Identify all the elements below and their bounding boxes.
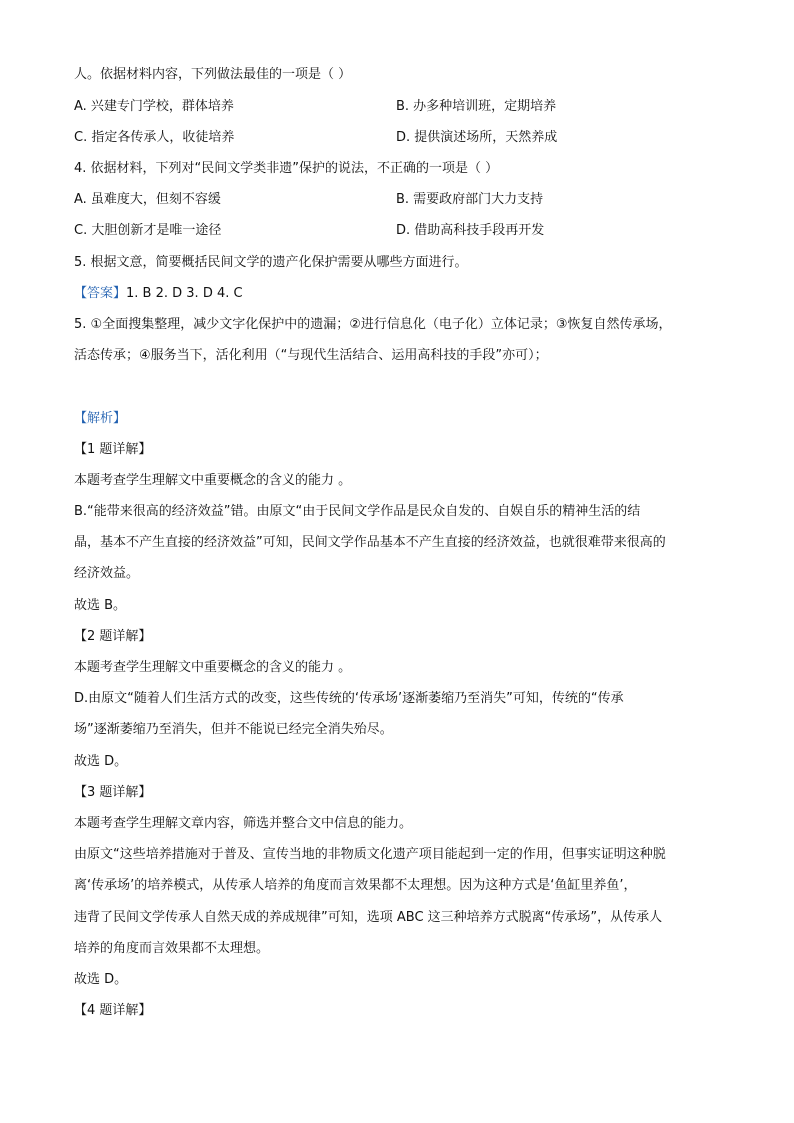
q4-option-d: D. 借助高科技手段再开发 <box>396 223 545 238</box>
detail-3-line-2: 由原文“这些培养措施对于普及、宣传当地的非物质文化遗产项目能起到一定的作用，但事实证明这种脱 <box>74 847 666 862</box>
q4-option-c: C. 大胆创新才是唯一途径 <box>74 223 222 238</box>
detail-4-heading: 【4 题详解】 <box>74 1003 152 1018</box>
q4-stem: 4. 依据材料，下列对“民间文学类非遗”保护的说法，不正确的一项是（ ） <box>74 161 499 176</box>
q3-option-d: D. 提供演述场所，天然养成 <box>396 130 558 145</box>
detail-2-line-1: 本题考查学生理解文中重要概念的含义的能力 。 <box>74 660 352 675</box>
answer-line <box>74 285 243 303</box>
detail-3-line-1: 本题考查学生理解文章内容，筛选并整合文中信息的能力。 <box>74 816 413 831</box>
q4-option-a: A. 虽难度大，但刻不容缓 <box>74 192 221 207</box>
detail-3-line-4: 违背了民间文学传承人自然天成的养成规律”可知，选项 ABC 这三种培养方式脱离“传承场”，从传承人 <box>74 910 663 925</box>
detail-1-line-3: 晶，基本不产生直接的经济效益”可知，民间文学作品基本不产生直接的经济效益，也就很难带来很高的 <box>74 535 666 550</box>
analysis-label: 【解析】 <box>74 411 127 426</box>
answer-label: 【答案】 <box>74 286 127 301</box>
q3-stem-tail: 人。依据材料内容，下列做法最佳的一项是（ ） <box>74 67 352 82</box>
answer-q5-line1: 5. ①全面搜集整理，减少文字化保护中的遗漏；②进行信息化（电子化）立体记录；③恢复自然传承场， <box>74 317 672 332</box>
detail-2-conclusion: 故选 D。 <box>74 754 128 769</box>
answer-list: 1. B 2. D 3. D 4. C <box>126 286 243 301</box>
q3-option-c: C. 指定各传承人，收徒培养 <box>74 130 235 145</box>
q5-stem: 5. 根据文意，简要概括民间文学的遗产化保护需要从哪些方面进行。 <box>74 255 468 270</box>
detail-3-conclusion: 故选 D。 <box>74 972 128 987</box>
detail-3-line-3: 离‘传承场’的培养模式，从传承人培养的角度而言效果都不太理想。因为这种方式是‘鱼缸里养鱼’， <box>74 878 637 893</box>
detail-3-heading: 【3 题详解】 <box>74 785 152 800</box>
q3-option-b: B. 办多种培训班，定期培养 <box>396 99 557 114</box>
q4-option-b: B. 需要政府部门大力支持 <box>396 192 544 207</box>
detail-2-line-2: D.由原文“随着人们生活方式的改变，这些传统的‘传承场’逐渐萎缩乃至消失”可知，传统的“传承 <box>74 691 624 706</box>
detail-1-line-4: 经济效益。 <box>74 566 140 581</box>
detail-1-heading: 【1 题详解】 <box>74 442 152 457</box>
detail-3-line-5: 培养的角度而言效果都不太理想。 <box>74 941 270 956</box>
detail-1-line-1: 本题考查学生理解文中重要概念的含义的能力 。 <box>74 473 352 488</box>
detail-1-line-2: B.“能带来很高的经济效益”错。由原文“由于民间文学作品是民众自发的、自娱自乐的精神生活的结 <box>74 504 641 519</box>
detail-2-heading: 【2 题详解】 <box>74 629 152 644</box>
detail-1-conclusion: 故选 B。 <box>74 598 127 613</box>
answer-q5-line2: 活态传承；④服务当下，活化利用（“与现代生活结合、运用高科技的手段”亦可）； <box>74 348 548 363</box>
q3-option-a: A. 兴建专门学校，群体培养 <box>74 99 234 114</box>
detail-2-line-3: 场”逐渐萎缩乃至消失，但并不能说已经完全消失殆尽。 <box>74 722 393 737</box>
